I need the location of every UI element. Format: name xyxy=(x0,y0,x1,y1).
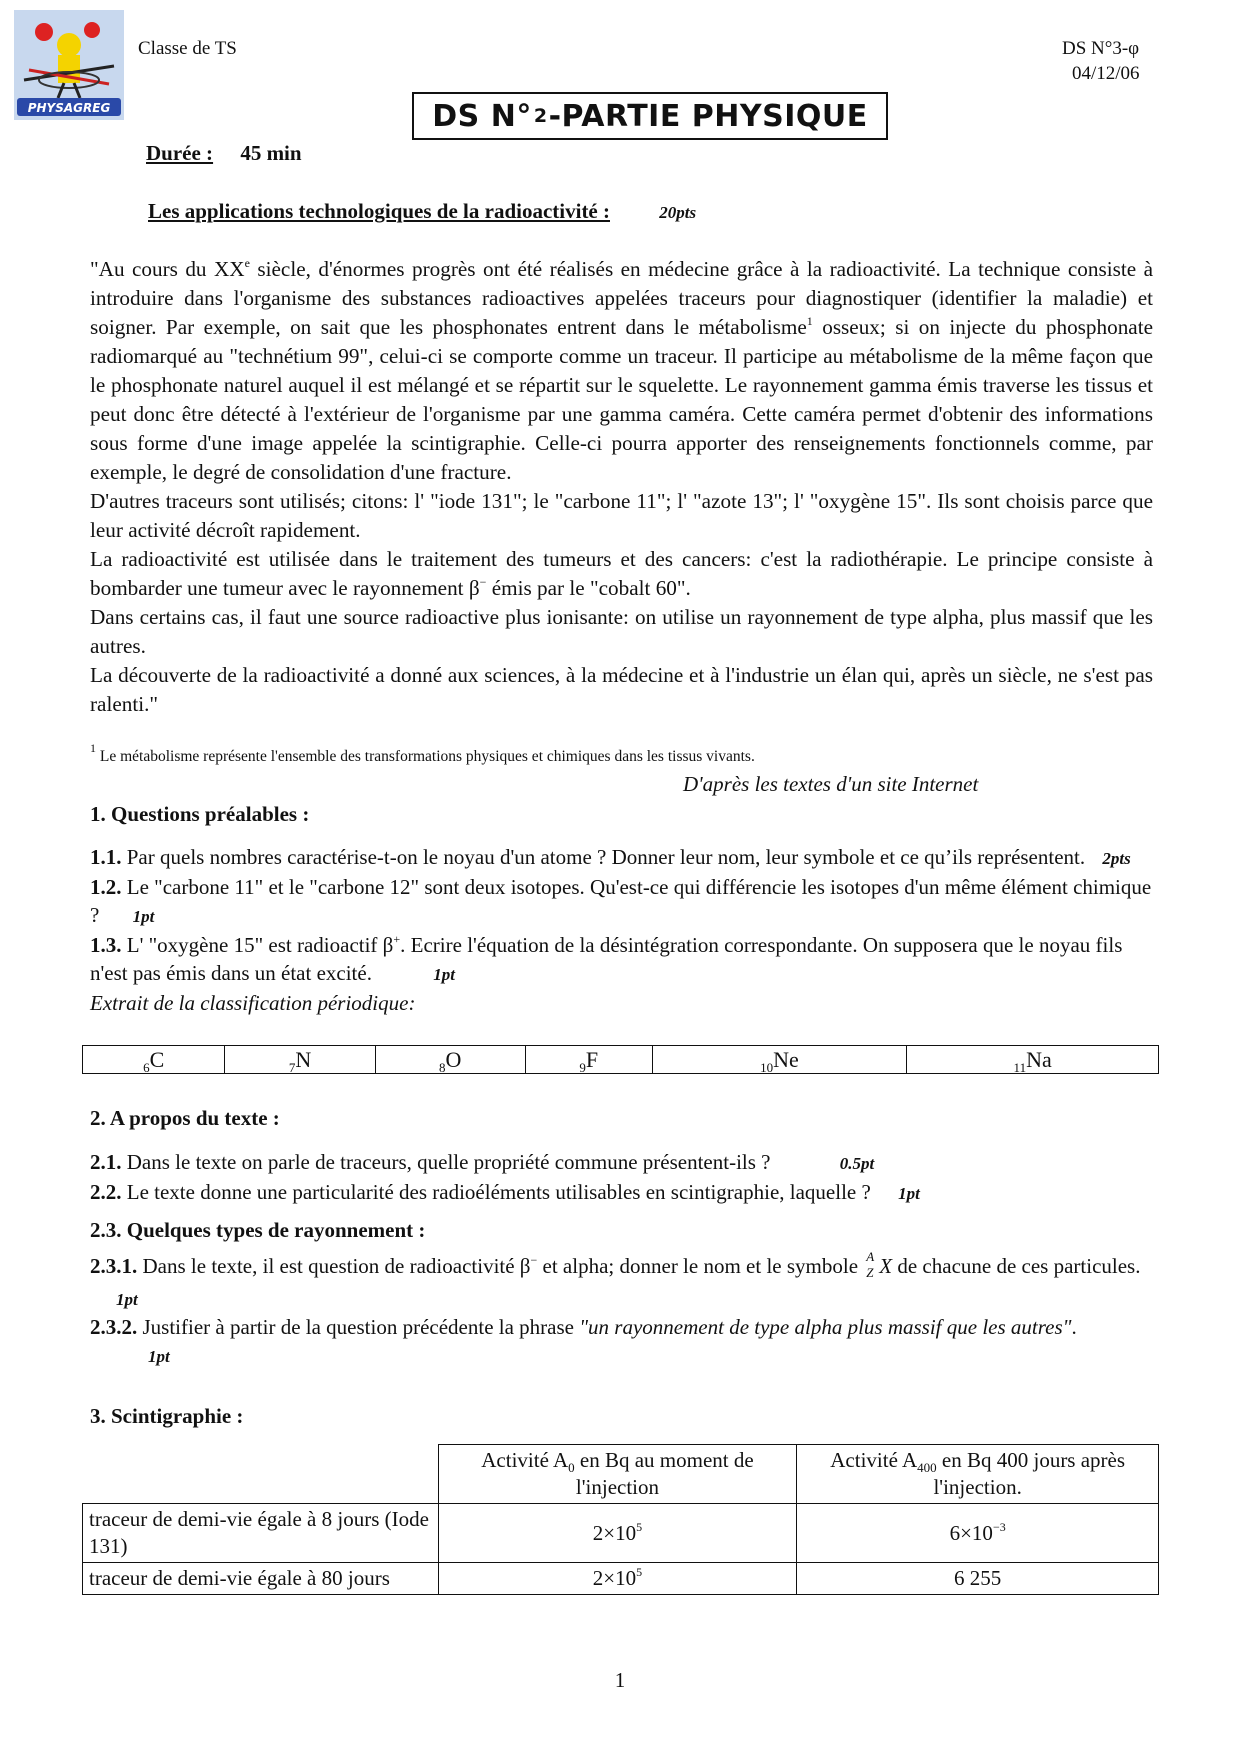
p1-b: siècle, d'énormes progrès ont été réalisés en médecine grâce à la radioactivité. La technique consiste à introduire dans l'organisme des substances radioactives appelées traceurs pour diagnostiquer (identifier la maladie) et soigner. Par exemple, on sait que les phosphonates entrent dans le métabolisme xyxy=(90,257,1153,339)
q22-number: 2.2. xyxy=(90,1180,122,1204)
atomic-number: 8 xyxy=(439,1059,446,1075)
p1-a: "Au cours du XX xyxy=(90,257,245,281)
q231-points: 1pt xyxy=(116,1290,138,1309)
paragraph-4: Dans certains cas, il faut une source radioactive plus ionisante: on utilise un rayonnement de type alpha, plus massif que les autres. xyxy=(90,605,1153,658)
question-2-3-1 xyxy=(90,1250,1153,1316)
element-cell xyxy=(907,1046,1159,1074)
q11-number: 1.1. xyxy=(90,845,122,869)
page-number: 1 xyxy=(614,1668,626,1692)
col1-b: en Bq au moment de l'injection xyxy=(574,1448,754,1499)
element-x-symbol: X xyxy=(879,1254,893,1278)
p3-b: émis par le "cobalt 60". xyxy=(486,576,691,600)
q21-number: 2.1. xyxy=(90,1150,122,1174)
q231-number: 2.3.1. xyxy=(90,1254,138,1278)
paragraph-5: La découverte de la radioactivité a donné aux sciences, à la médecine et à l'industrie un élan qui, après un siècle, ne s'est pas ralenti." xyxy=(90,663,1153,716)
a400-base: 6 255 xyxy=(954,1566,1002,1590)
paragraph-1 xyxy=(90,255,1153,487)
atomic-number: 10 xyxy=(760,1059,774,1075)
footnote xyxy=(90,741,755,766)
q232-line xyxy=(90,1313,1153,1371)
atomic-number: 9 xyxy=(579,1059,586,1075)
q13-sup: + xyxy=(393,932,401,946)
element-cell xyxy=(652,1046,907,1074)
q232-a: Justifier à partir de la question précédente la phrase xyxy=(137,1315,580,1339)
element-cell xyxy=(83,1046,225,1074)
q21-text: Dans le texte on parle de traceurs, quelle propriété commune présentent-ils ? xyxy=(121,1150,771,1174)
q232-number: 2.3.2. xyxy=(90,1315,138,1339)
q11-points: 2pts xyxy=(1102,849,1131,868)
duration-label: Durée : xyxy=(146,141,214,165)
element-symbol: Ne xyxy=(773,1046,799,1072)
duration xyxy=(146,141,302,166)
element-row xyxy=(83,1046,1159,1074)
element-symbol: C xyxy=(149,1046,165,1072)
a400-base: 6×10 xyxy=(949,1520,993,1545)
part1-title: 1. Questions préalables : xyxy=(90,802,310,826)
element-cell xyxy=(225,1046,375,1074)
atomic-number: 11 xyxy=(1013,1059,1027,1075)
element-symbol: O xyxy=(445,1046,462,1072)
q232-points: 1pt xyxy=(148,1347,170,1366)
a0-base: 2×10 xyxy=(592,1566,637,1590)
part3-title: 3. Scintigraphie : xyxy=(90,1404,244,1428)
duration-value: 45 min xyxy=(240,141,302,165)
p1-footnote-ref: 1 xyxy=(806,314,813,328)
intro-text xyxy=(90,255,1153,719)
q11-text: Par quels nombres caractérise-t-on le noyau d'un atome ? Donner leur nom, leur symbole et ce qu’ils représentent. xyxy=(121,845,1086,869)
question-2-1 xyxy=(90,1148,1153,1178)
part2-3-questions xyxy=(90,1250,1153,1316)
table-row xyxy=(83,1504,1159,1563)
paragraph-3 xyxy=(90,545,1153,603)
q232-quote: "un rayonnement de type alpha plus massif que les autres" xyxy=(579,1315,1072,1339)
section-heading xyxy=(148,199,696,224)
q13-points: 1pt xyxy=(433,965,455,984)
element-symbol: Na xyxy=(1026,1046,1052,1072)
atomic-number: 6 xyxy=(143,1059,150,1075)
q13-b: . Ecrire l'équation de la désintégration correspondante. On supposera que le noyau fils n'est pas émis dans un état excité. xyxy=(90,933,1123,985)
col2-sub: 400 xyxy=(917,1460,937,1475)
question-1-3 xyxy=(90,931,1153,989)
physagreg-logo xyxy=(14,10,124,120)
class-label: Classe de TS xyxy=(138,38,237,59)
a0-cell xyxy=(438,1563,797,1595)
table-header-row xyxy=(83,1445,1159,1504)
atomic-number: 7 xyxy=(288,1059,296,1075)
a0-exponent: 5 xyxy=(636,1519,643,1534)
question-2-2 xyxy=(90,1178,1153,1208)
a0-cell xyxy=(438,1504,797,1563)
section-points: 20pts xyxy=(659,203,697,222)
element-cell xyxy=(375,1046,525,1074)
col1-a: Activité A xyxy=(481,1448,569,1472)
q22-text: Le texte donne une particularité des radioéléments utilisables en scintigraphie, laquelle ? xyxy=(121,1180,871,1204)
title-number: 2 xyxy=(533,105,548,127)
exam-date: 04/12/06 xyxy=(1072,63,1140,84)
atomic-number-symbol: Z xyxy=(866,1265,874,1280)
a400-cell xyxy=(797,1563,1159,1595)
row-label: traceur de demi-vie égale à 8 jours (Iode 131) xyxy=(83,1504,439,1563)
q231-c: de chacune de ces particules. xyxy=(892,1254,1141,1278)
p3-sup: − xyxy=(479,575,487,589)
row-label: traceur de demi-vie égale à 80 jours xyxy=(83,1563,439,1595)
svg-text:PHYSAGREG: PHYSAGREG xyxy=(27,101,111,115)
paragraph-2: D'autres traceurs sont utilisés; citons: l' "iode 131"; le "carbone 11"; l' "azote 13"; l' "oxygène 15". Ils sont choisis parce que leur activité décroît rapidement. xyxy=(90,489,1153,542)
section-title: Les applications technologiques de la radioactivité : xyxy=(148,199,610,223)
col2-a: Activité A xyxy=(830,1448,918,1472)
mass-number-symbol: A xyxy=(866,1249,875,1264)
q232-b: . xyxy=(1071,1315,1077,1339)
question-1-2 xyxy=(90,873,1153,931)
part1-questions xyxy=(90,843,1153,1017)
activity-table xyxy=(82,1444,1159,1595)
q13-a: L' "oxygène 15" est radioactif β xyxy=(121,933,394,957)
q22-points: 1pt xyxy=(898,1184,920,1203)
q231-sup: − xyxy=(530,1253,538,1267)
periodic-extract-label: Extrait de la classification périodique: xyxy=(90,991,416,1015)
column-header-a0 xyxy=(438,1445,797,1504)
q13-number: 1.3. xyxy=(90,933,122,957)
empty-header-cell xyxy=(83,1445,439,1504)
q12-points: 1pt xyxy=(132,907,155,926)
element-symbol: F xyxy=(585,1046,599,1072)
column-header-a400 xyxy=(797,1445,1159,1504)
part2-3-title: 2.3. Quelques types de rayonnement : xyxy=(90,1218,426,1242)
source-credit: D'après les textes d'un site Internet xyxy=(683,772,979,796)
element-symbol: N xyxy=(295,1046,312,1072)
col2-b: en Bq 400 jours après l'injection. xyxy=(933,1448,1126,1499)
q12-number: 1.2. xyxy=(90,875,122,899)
a400-exponent: −3 xyxy=(992,1519,1006,1534)
p1-sup: e xyxy=(244,256,250,270)
a0-base: 2×10 xyxy=(592,1520,637,1545)
question-1-1 xyxy=(90,843,1153,873)
nuclide-notation xyxy=(863,1249,879,1280)
a400-cell xyxy=(797,1504,1159,1563)
question-2-3-2 xyxy=(90,1313,1153,1371)
title-suffix: -PARTIE PHYSIQUE xyxy=(548,98,868,134)
p1-c: osseux; si on injecte du phosphonate radiomarqué au "technétium 99", celui-ci se comporte comme un traceur. Il participe au métabolisme de la même façon que le phosphonate naturel auquel il est mélangé et se répartit sur le squelette. Le rayonnement gamma émis traverse les tissus et peut donc être détecté à l'extérieur de l'organisme par une gamma caméra. Cette caméra permet d'obtenir des informations sous forme d'une image appelée la scintigraphie. Celle-ci pourra apporter des renseignements fonctionnels comme, par exemple, le degré de consolidation d'une fracture. xyxy=(90,315,1153,484)
element-cell xyxy=(525,1046,652,1074)
a0-exponent: 5 xyxy=(636,1565,643,1579)
q231-b: et alpha; donner le nom et le symbole xyxy=(537,1254,864,1278)
q12-text: Le "carbone 11" et le "carbone 12" sont deux isotopes. Qu'est-ce qui différencie les isotopes d'un même élément chimique ? xyxy=(90,875,1152,927)
q231-a: Dans le texte, il est question de radioactivité β xyxy=(137,1254,531,1278)
footnote-text: Le métabolisme représente l'ensemble des transformations physiques et chimiques dans les tissus vivants. xyxy=(96,748,755,765)
footnote-number: 1 xyxy=(90,741,96,755)
col1-sub: 0 xyxy=(568,1460,575,1475)
periodic-table-extract xyxy=(82,1045,1159,1074)
ds-reference: DS N°3-φ xyxy=(1062,38,1140,59)
title-prefix: DS N° xyxy=(432,98,532,134)
table-row xyxy=(83,1563,1159,1595)
part2-questions xyxy=(90,1148,1153,1208)
part2-title: 2. A propos du texte : xyxy=(90,1106,280,1130)
page-title xyxy=(412,92,888,140)
q21-points: 0.5pt xyxy=(839,1154,875,1173)
p3-a: La radioactivité est utilisée dans le traitement des tumeurs et des cancers: c'est la radiothérapie. Le principe consiste à bombarder une tumeur avec le rayonnement β xyxy=(90,547,1153,600)
